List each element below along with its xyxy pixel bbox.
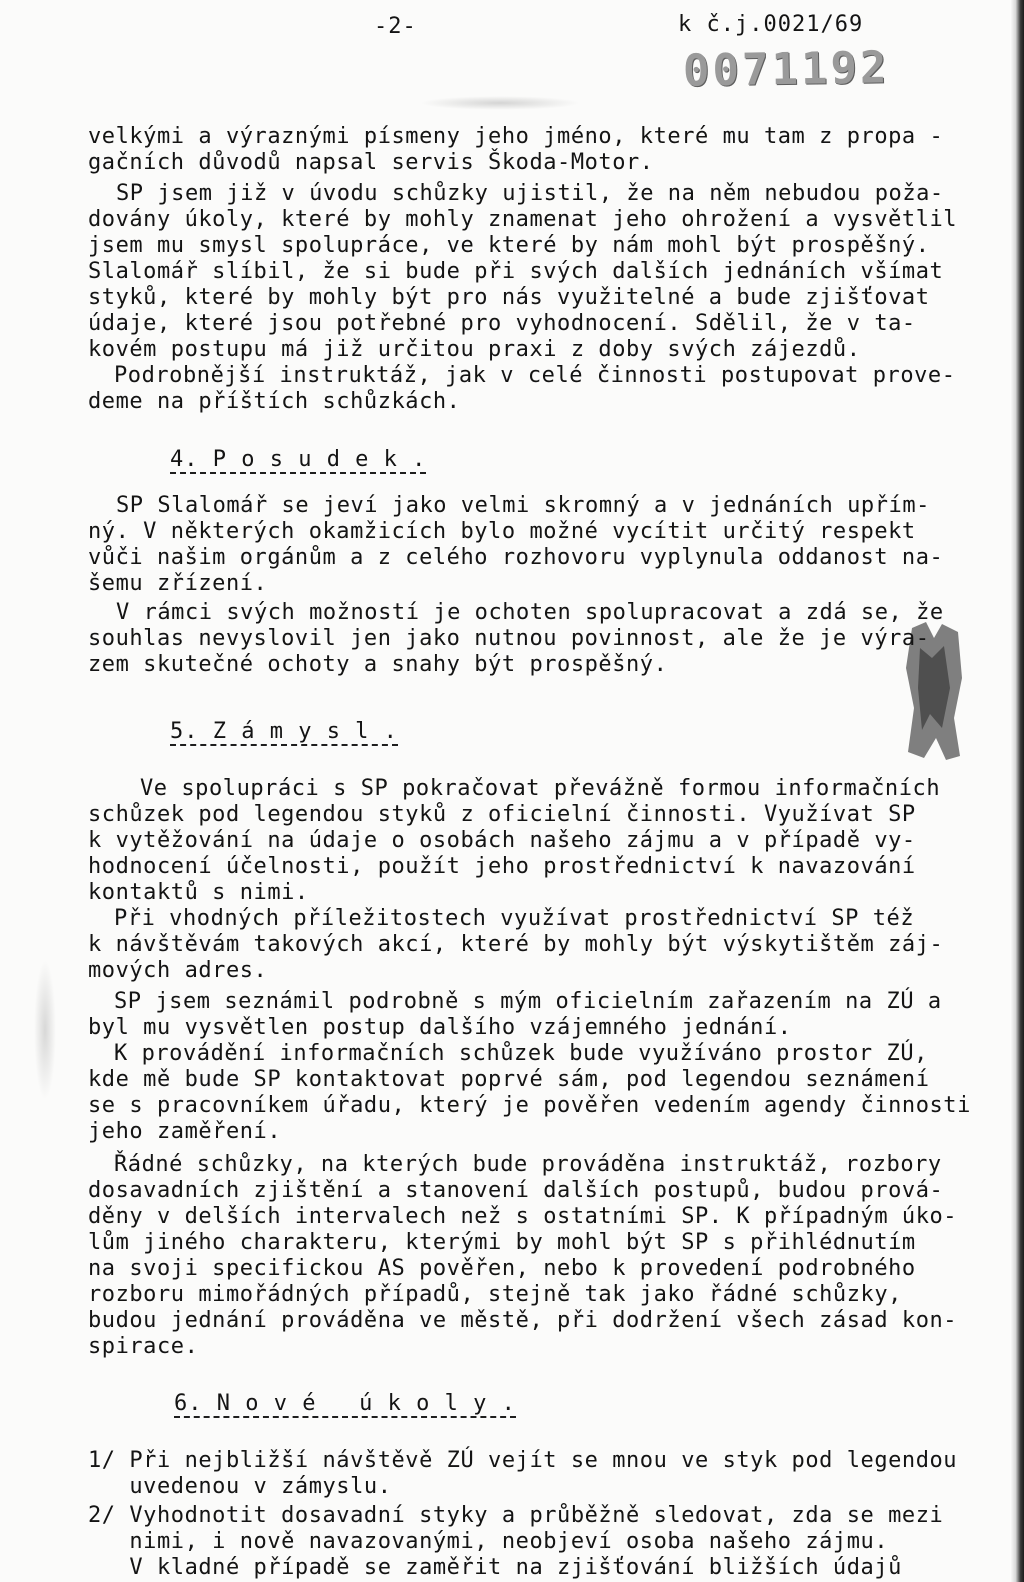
text-line: schůzek pod legendou styků z oficielní činnosti. Využívat SP xyxy=(88,802,916,827)
task-line: uvedenou v zámyslu. xyxy=(88,1474,392,1499)
text-line: SP jsem seznámil podrobně s mým oficielním zařazením na ZÚ a xyxy=(114,989,942,1014)
text-line: Řádné schůzky, na kterých bude prováděna instruktáž, rozbory xyxy=(114,1152,942,1177)
text-line: se s pracovníkem úřadu, který je pověřen vedením agendy činnosti xyxy=(88,1093,971,1118)
text-line: mových adres. xyxy=(88,958,268,983)
text-line: děny v delších intervalech než s ostatními SP. K případným úko- xyxy=(88,1204,958,1229)
task-line: 1/ Při nejbližší návštěvě ZÚ vejít se mnou ve styk pod legendou xyxy=(88,1448,958,1473)
text-line: souhlas nevyslovil jen jako nutnou povinnost, ale že je výra- xyxy=(88,626,930,651)
reference-number: k č.j.0021/69 xyxy=(678,12,864,37)
section-heading-nove-ukoly: 6. N o v é ú k o l y . xyxy=(174,1391,516,1416)
text-line: V rámci svých možností je ochoten spolupracovat a zdá se, že xyxy=(116,600,944,625)
text-line: rozboru mimořádných případů, stejně tak jako řádné schůzky, xyxy=(88,1282,902,1307)
text-line: k návštěvám takových akcí, které by mohly být výskytištěm záj- xyxy=(88,932,944,957)
text-line: gačních důvodů napsal servis Škoda-Motor. xyxy=(88,150,654,175)
section-heading-posudek: 4. P o s u d e k . xyxy=(170,447,427,472)
text-line: Ve spolupráci s SP pokračovat převážně formou informačních xyxy=(140,776,941,801)
text-line: SP jsem již v úvodu schůzky ujistil, že na něm nebudou poža- xyxy=(116,181,944,206)
task-line: nimi, i nově navazovanými, neobjeví osoba našeho zájmu. xyxy=(88,1529,889,1554)
text-line: k vytěžování na údaje o osobách našeho zájmu a v případě vy- xyxy=(88,828,916,853)
text-line: byl mu vysvětlen postup dalšího vzájemného jednání. xyxy=(88,1015,792,1040)
text-line: ný. V některých okamžicích bylo možné vycítit určitý respekt xyxy=(88,519,916,544)
text-line: kontaktů s nimi. xyxy=(88,880,309,905)
text-line: budou jednání prováděna ve městě, při dodržení všech zásad kon- xyxy=(88,1308,958,1333)
text-line: údaje, které jsou potřebné pro vyhodnocení. Sdělil, že v ta- xyxy=(88,311,916,336)
text-line: Podrobnější instruktáž, jak v celé činnosti postupovat prove- xyxy=(114,363,956,388)
text-line: jeho zaměření. xyxy=(88,1119,282,1144)
text-line: K provádění informačních schůzek bude využíváno prostor ZÚ, xyxy=(114,1041,928,1066)
stamp-number: 0071192 xyxy=(682,42,890,97)
text-line: velkými a výraznými písmeny jeho jméno, které mu tam z propa - xyxy=(88,124,944,149)
text-line: Slalomář slíbil, že si bude při svých dalších jednáních všímat xyxy=(88,259,944,284)
text-line: styků, které by mohly být pro nás využitelné a bude zjišťovat xyxy=(88,285,930,310)
task-line: V kladné případě se zaměřit na zjišťování bližších údajů xyxy=(88,1555,902,1580)
task-line: 2/ Vyhodnotit dosavadní styky a průběžně sledovat, zda se mezi xyxy=(88,1503,944,1528)
text-line: deme na příštích schůzkách. xyxy=(88,389,461,414)
text-line: hodnocení účelnosti, použít jeho prostřednictví k navazování xyxy=(88,854,916,879)
text-line: kde mě bude SP kontaktovat poprvé sám, pod legendou seznámení xyxy=(88,1067,930,1092)
text-line: dosavadních zjištění a stanovení dalších postupů, budou prová- xyxy=(88,1178,944,1203)
text-line: kovém postupu má již určitou praxi z doby svých zájezdů. xyxy=(88,337,861,362)
scan-edge-shadow xyxy=(1010,0,1024,1582)
ink-smudge xyxy=(420,96,580,110)
text-line: šemu zřízení. xyxy=(88,571,268,596)
text-line: zem skutečné ochoty a snahy být prospěšný. xyxy=(88,652,668,677)
text-line: spirace. xyxy=(88,1334,199,1359)
text-line: vůči našim orgánům a z celého rozhovoru vyplynula oddanost na- xyxy=(88,545,944,570)
margin-smudge xyxy=(34,960,56,1100)
text-line: jsem mu smysl spolupráce, ve které by nám mohl být prospěšný. xyxy=(88,233,930,258)
text-line: SP Slalomář se jeví jako velmi skromný a v jednáních upřím- xyxy=(116,493,930,518)
text-line: dovány úkoly, které by mohly znamenat jeho ohrožení a vysvětlil xyxy=(88,207,958,232)
text-line: na svoji specifickou AS pověřen, nebo k provedení podrobného xyxy=(88,1256,916,1281)
text-line: Při vhodných příležitostech využívat prostřednictví SP též xyxy=(114,906,915,931)
text-line: lům jiného charakteru, kterými by mohl být SP s přihlédnutím xyxy=(88,1230,916,1255)
page-number: -2- xyxy=(374,14,417,39)
section-heading-zamysl: 5. Z á m y s l . xyxy=(170,719,398,744)
